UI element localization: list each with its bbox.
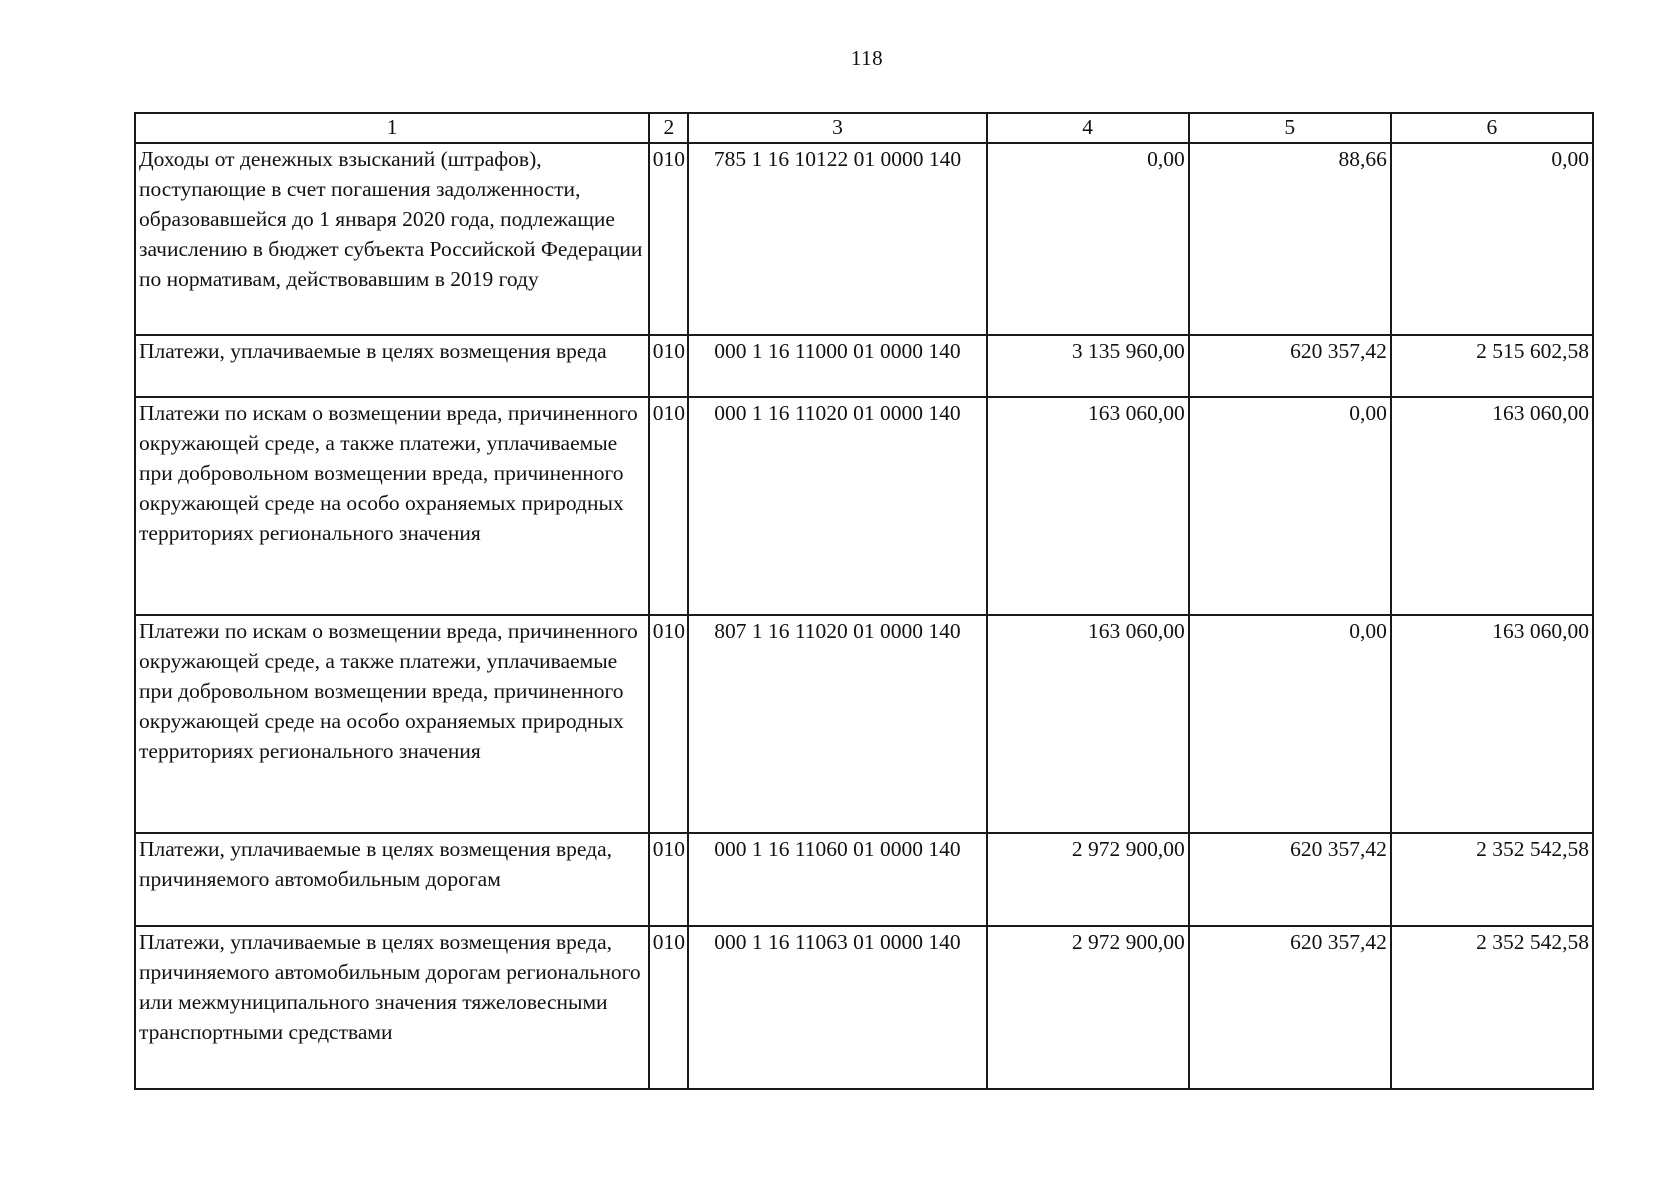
revenue-name: Платежи по искам о возмещении вреда, причиненного окружающей среде, а также платежи, уплачиваемые при добровольном возмещении вреда, причиненного окружающей среде на особо охраняемых природных территориях регионального значения: [135, 615, 649, 833]
table-header-row: [135, 113, 1593, 143]
line-code: 010: [649, 335, 688, 397]
table-row: [135, 833, 1593, 926]
column-header-3: 3: [688, 113, 986, 143]
executed-amount: 88,66: [1189, 143, 1391, 335]
executed-amount: 620 357,42: [1189, 335, 1391, 397]
executed-amount: 0,00: [1189, 615, 1391, 833]
budget-classification-code: 785 1 16 10122 01 0000 140: [688, 143, 986, 335]
table-row: [135, 615, 1593, 833]
revenue-name: Платежи по искам о возмещении вреда, причиненного окружающей среде, а также платежи, уплачиваемые при добровольном возмещении вреда, причиненного окружающей среде на особо охраняемых природных территориях регионального значения: [135, 397, 649, 615]
budget-classification-code: 807 1 16 11020 01 0000 140: [688, 615, 986, 833]
budget-classification-code: 000 1 16 11020 01 0000 140: [688, 397, 986, 615]
approved-amount: 2 972 900,00: [987, 833, 1189, 926]
unexecuted-amount: 2 352 542,58: [1391, 926, 1593, 1089]
revenue-name: Доходы от денежных взысканий (штрафов), поступающие в счет погашения задолженности, образовавшейся до 1 января 2020 года, подлежащие зачислению в бюджет субъекта Российской Федерации по нормативам, действовавшим в 2019 году: [135, 143, 649, 335]
approved-amount: 163 060,00: [987, 615, 1189, 833]
unexecuted-amount: 163 060,00: [1391, 397, 1593, 615]
line-code: 010: [649, 615, 688, 833]
budget-classification-code: 000 1 16 11060 01 0000 140: [688, 833, 986, 926]
executed-amount: 620 357,42: [1189, 833, 1391, 926]
column-header-6: 6: [1391, 113, 1593, 143]
table-row: [135, 143, 1593, 335]
budget-revenue-table: [134, 112, 1594, 1090]
approved-amount: 163 060,00: [987, 397, 1189, 615]
column-header-4: 4: [987, 113, 1189, 143]
page-number: 118: [850, 46, 884, 70]
approved-amount: 2 972 900,00: [987, 926, 1189, 1089]
executed-amount: 0,00: [1189, 397, 1391, 615]
unexecuted-amount: 2 352 542,58: [1391, 833, 1593, 926]
table-row: [135, 926, 1593, 1089]
unexecuted-amount: 2 515 602,58: [1391, 335, 1593, 397]
budget-classification-code: 000 1 16 11063 01 0000 140: [688, 926, 986, 1089]
table-row: [135, 397, 1593, 615]
executed-amount: 620 357,42: [1189, 926, 1391, 1089]
line-code: 010: [649, 397, 688, 615]
line-code: 010: [649, 926, 688, 1089]
revenue-name: Платежи, уплачиваемые в целях возмещения вреда, причиняемого автомобильным дорогам: [135, 833, 649, 926]
unexecuted-amount: 0,00: [1391, 143, 1593, 335]
budget-classification-code: 000 1 16 11000 01 0000 140: [688, 335, 986, 397]
column-header-1: 1: [135, 113, 649, 143]
table-row: [135, 335, 1593, 397]
line-code: 010: [649, 143, 688, 335]
revenue-name: Платежи, уплачиваемые в целях возмещения вреда: [135, 335, 649, 397]
approved-amount: 0,00: [987, 143, 1189, 335]
unexecuted-amount: 163 060,00: [1391, 615, 1593, 833]
column-header-5: 5: [1189, 113, 1391, 143]
column-header-2: 2: [649, 113, 688, 143]
revenue-name: Платежи, уплачиваемые в целях возмещения вреда, причиняемого автомобильным дорогам регионального или межмуниципального значения тяжеловесными транспортными средствами: [135, 926, 649, 1089]
approved-amount: 3 135 960,00: [987, 335, 1189, 397]
line-code: 010: [649, 833, 688, 926]
